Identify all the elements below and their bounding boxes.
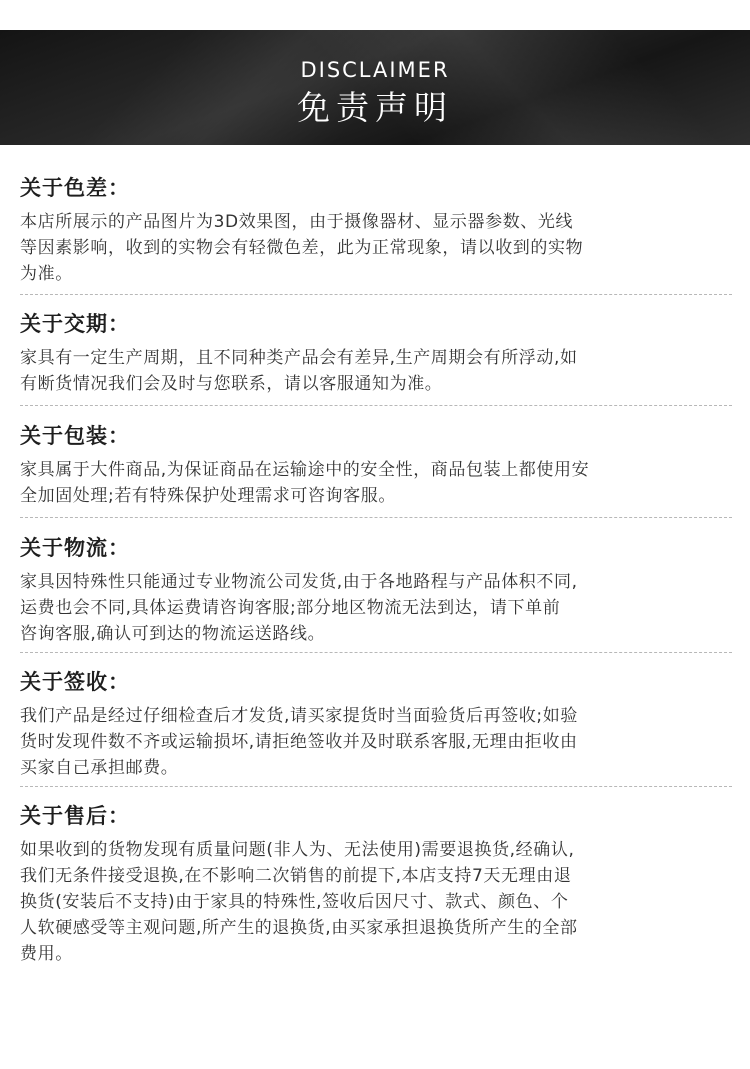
section-body [20,209,732,287]
section-title: 关于包装： [20,424,130,448]
body-line: 费用。 [20,944,73,964]
section-body [20,345,732,397]
body-line: 全加固处理;若有特殊保护处理需求可咨询客服。 [20,486,396,506]
dashed-divider [20,517,732,518]
body-line: 家具有一定生产周期，且不同种类产品会有差异,生产周期会有所浮动,如 [20,348,578,368]
section-body [20,569,732,647]
section-body [20,703,732,781]
dashed-divider [20,652,732,653]
body-line: 人软硬感受等主观问题,所产生的退换货,由买家承担退换货所产生的全部 [20,918,578,938]
body-line: 我们产品是经过仔细检查后才发货,请买家提货时当面验货后再签收;如验 [20,706,578,726]
body-line: 我们无条件接受退换,在不影响二次销售的前提下,本店支持7天无理由退 [20,866,572,886]
banner-title-en: DISCLAIMER [300,58,450,82]
section-title: 关于物流： [20,536,130,560]
section-title: 关于色差： [20,176,130,200]
dashed-divider [20,786,732,787]
section-delivery-time [20,311,732,397]
section-logistics [20,535,732,647]
body-line: 家具属于大件商品,为保证商品在运输途中的安全性，商品包装上都使用安 [20,460,590,480]
body-line: 如果收到的货物发现有质量问题(非人为、无法使用)需要退换货,经确认, [20,840,575,860]
body-line: 为准。 [20,264,73,284]
dashed-divider [20,405,732,406]
body-line: 买家自己承担邮费。 [20,758,179,778]
section-title: 关于交期： [20,312,130,336]
body-line: 运费也会不同,具体运费请咨询客服;部分地区物流无法到达，请下单前 [20,598,561,618]
section-receipt [20,669,732,781]
body-line: 咨询客服,确认可到达的物流运送路线。 [20,624,326,644]
body-line: 本店所展示的产品图片为3D效果图，由于摄像器材、显示器参数、光线 [20,212,574,232]
section-body [20,837,732,967]
body-line: 货时发现件数不齐或运输损坏,请拒绝签收并及时联系客服,无理由拒收由 [20,732,578,752]
section-title: 关于签收： [20,670,130,694]
section-color-difference [20,175,732,287]
dashed-divider [20,294,732,295]
body-line: 有断货情况我们会及时与您联系，请以客服通知为准。 [20,374,443,394]
banner-title-cn: 免责声明 [297,88,453,127]
body-line: 家具因特殊性只能通过专业物流公司发货,由于各地路程与产品体积不同, [20,572,578,592]
body-line: 等因素影响，收到的实物会有轻微色差，此为正常现象，请以收到的实物 [20,238,584,258]
section-body [20,457,732,509]
section-after-sales [20,803,732,967]
section-packaging [20,423,732,509]
section-title: 关于售后： [20,804,130,828]
disclaimer-banner [0,30,750,145]
body-line: 换货(安装后不支持)由于家具的特殊性,签收后因尺寸、款式、颜色、个 [20,892,569,912]
